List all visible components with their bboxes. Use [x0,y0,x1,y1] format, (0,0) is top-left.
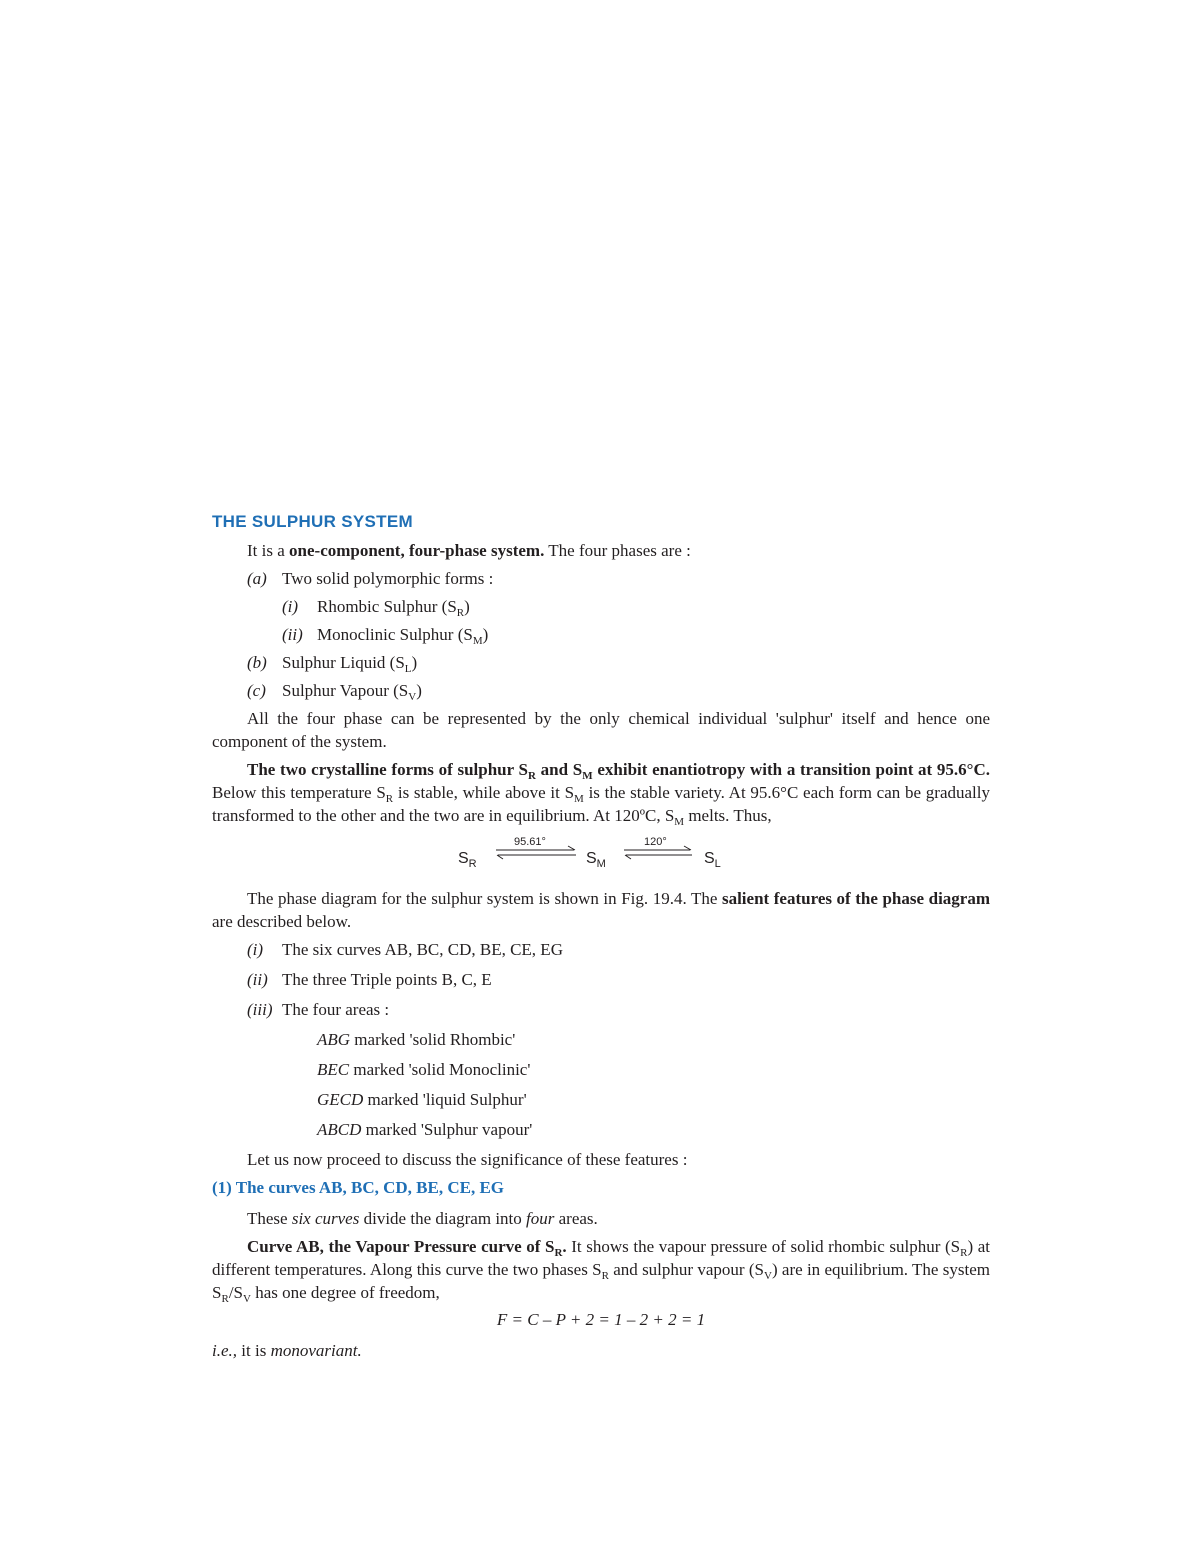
feature-item-curves: (i) The six curves AB, BC, CD, BE, CE, EG [247,940,563,959]
degrees-of-freedom-formula: F = C – P + 2 = 1 – 2 + 2 = 1 [496,1310,706,1329]
eq-s-liquid: $S_L$ [704,850,721,870]
area-item: ABG marked 'solid Rhombic' [317,1030,516,1049]
equilibrium-arrow-icon [622,845,694,861]
proceed-paragraph: Let us now proceed to discuss the significance of these features : [247,1150,688,1169]
section-heading: THE SULPHUR SYSTEM [212,512,413,531]
phase-item-i: (i) Rhombic Sulphur $(S_R)$ [282,597,470,619]
phase-item-b: (b) Sulphur Liquid $(S_L)$ [247,653,418,675]
feature-item-areas: (iii) The four areas : [247,1000,390,1019]
eq-s-rhombic: $S_R$ [458,850,477,870]
curve-ab-paragraph: Curve AB, the Vapour Pressure curve of $S_R$. It shows the vapour pressure of solid rhombic sulphur $(S_R)$ at different temperatures. Along this curve the two phases $S_R$ and sulphur vapour $(S_V)$ are in equilibrium. The system $S_R/S_V$ has one degree of freedom, [212,1237,990,1305]
eq-label-transition: 95.61° [514,836,546,848]
feature-item-triple-points: (ii) The three Triple points B, C, E [247,970,492,989]
phase-item-a: (a) Two solid polymorphic forms : [247,569,494,588]
eq-s-monoclinic: $S_M$ [586,850,606,870]
equilibrium-arrow-icon [494,845,578,861]
subsection-heading-curves: (1) The curves AB, BC, CD, BE, CE, EG [212,1178,505,1197]
intro-paragraph: It is a one-component, four-phase system. The four phases are : [247,541,691,560]
phase-diagram-paragraph: The phase diagram for the sulphur system is shown in Fig. 19.4. The salient features of the phase diagram are described below. [212,889,990,931]
eq-label-melting: 120° [644,836,667,848]
phase-item-ii: (ii) Monoclinic Sulphur $(S_M)$ [282,625,489,647]
transition-equation [212,829,990,879]
area-item: GECD marked 'liquid Sulphur' [317,1090,527,1109]
phase-item-c: (c) Sulphur Vapour $(S_V)$ [247,681,422,703]
intro-bold: one-component, four-phase system. [289,541,545,560]
six-curves-paragraph: These six curves divide the diagram into four areas. [247,1209,598,1228]
area-item: BEC marked 'solid Monoclinic' [317,1060,531,1079]
all-phases-paragraph: All the four phase can be represented by the only chemical individual 'sulphur' itself and hence one component of the system. [212,709,990,751]
enantiotropy-paragraph: The two crystalline forms of sulphur $S_R$ and $S_M$ exhibit enantiotropy with a transition point at 95.6°C. Below this temperature $S_R$ is stable, while above it $S_M$ is the stable variety. At 95.6°C each form can be gradually transformed to the other and the two are in equilibrium. At 120ºC, $S_M$ melts. Thus, [212,760,990,828]
textbook-page [212,510,990,1362]
monovariant-line: i.e., it is monovariant. [212,1341,362,1360]
area-item: ABCD marked 'Sulphur vapour' [317,1120,533,1139]
